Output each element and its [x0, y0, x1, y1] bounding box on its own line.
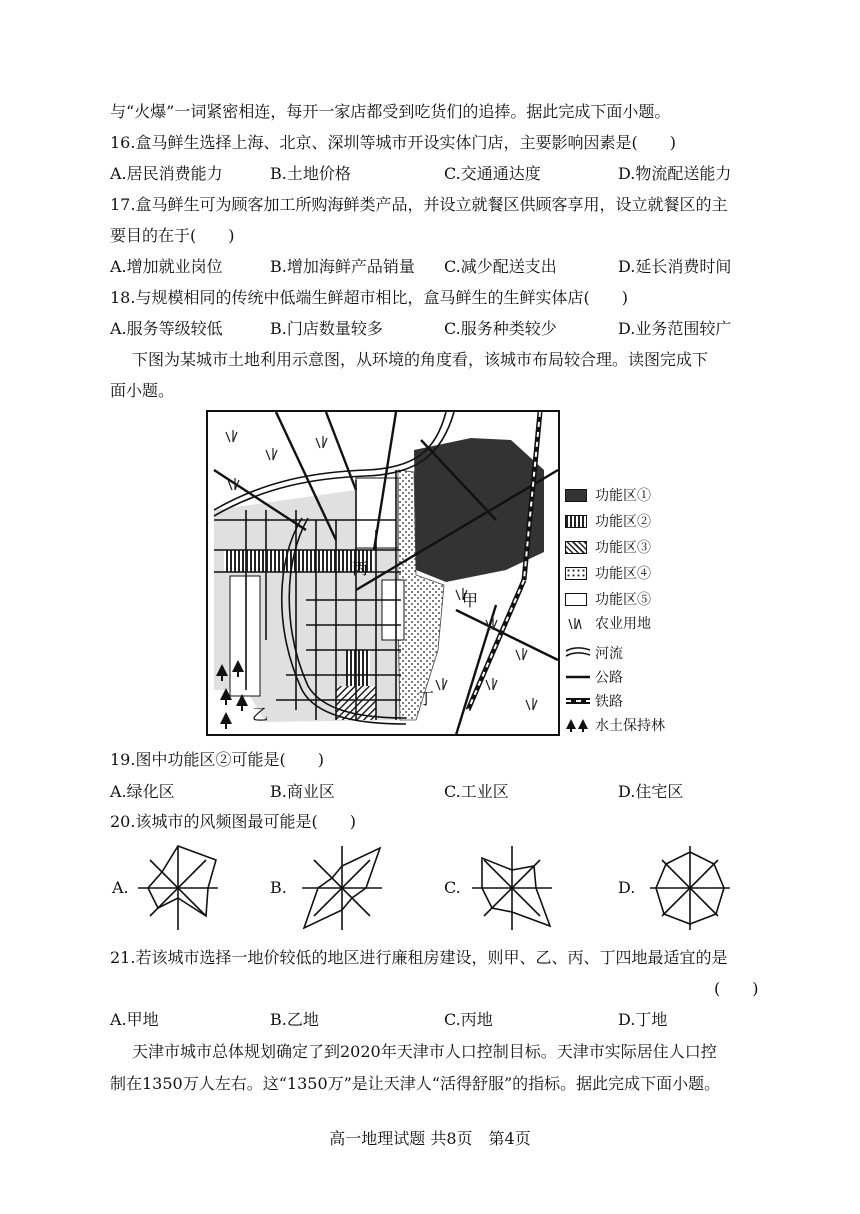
legend-zone5-swatch — [565, 593, 587, 606]
wind-rose-d — [650, 846, 730, 930]
q16-option-d[interactable]: D.物流配送能力 — [618, 164, 732, 183]
map-intro-line2: 面小题。 — [110, 381, 175, 400]
q20-option-d[interactable]: D. — [618, 878, 636, 897]
q17-stem-line2: 要目的在于( ) — [110, 226, 235, 245]
wind-rose-c — [472, 846, 552, 930]
q16-stem: 16.盒马鲜生选择上海、北京、深圳等城市开设实体门店，主要影响因素是( ) — [110, 133, 676, 152]
legend-farmland: 农业用地 — [595, 616, 651, 632]
legend-zone2: 功能区② — [595, 514, 651, 530]
q20-stem: 20.该城市的风频图最可能是( ) — [110, 812, 356, 831]
legend-railway: 铁路 — [595, 694, 623, 710]
legend-zone3-swatch — [565, 541, 587, 554]
map-intro-line1: 下图为某城市土地利用示意图，从环境的角度看，该城市布局较合理。读图完成下 — [132, 350, 709, 369]
legend-zone4: 功能区④ — [595, 566, 651, 582]
legend-zone2-swatch — [565, 515, 587, 528]
q17-option-d[interactable]: D.延长消费时间 — [618, 257, 732, 276]
legend-zone5: 功能区⑤ — [595, 592, 651, 608]
q17-option-a[interactable]: A.增加就业岗位 — [110, 257, 223, 276]
q21-answer-paren: ( ) — [714, 979, 759, 998]
legend-river: 河流 — [595, 646, 623, 662]
q21-option-d[interactable]: D.丁地 — [618, 1010, 668, 1029]
railway-legend-icon — [565, 694, 591, 708]
zone-5-west — [230, 576, 260, 696]
intro-tail: 与“火爆”一词紧密相连，每开一家店都受到吃货们的追捧。据此完成下面小题。 — [110, 102, 671, 121]
q18-stem: 18.与规模相同的传统中低端生鲜超市相比，盒马鲜生的生鲜实体店( ) — [110, 288, 628, 307]
label-ding: 丁 — [418, 689, 435, 708]
farmland-legend-icon — [567, 616, 587, 632]
q19-stem: 19.图中功能区②可能是( ) — [110, 750, 324, 769]
q20-option-a[interactable]: A. — [112, 878, 129, 897]
q18-option-d[interactable]: D.业务范围较广 — [618, 319, 732, 338]
tianjin-line2: 制在1350万人左右。这“1350万”是让天津人“活得舒服”的指标。据此完成下面小题。 — [110, 1074, 721, 1093]
legend-zone3: 功能区③ — [595, 540, 651, 556]
wind-rose-b — [302, 846, 382, 930]
q19-option-c[interactable]: C.工业区 — [444, 782, 509, 801]
land-use-map — [206, 410, 560, 736]
q19-option-b[interactable]: B.商业区 — [270, 782, 335, 801]
q18-option-a[interactable]: A.服务等级较低 — [110, 319, 223, 338]
q16-option-a[interactable]: A.居民消费能力 — [110, 164, 223, 183]
page-footer: 高一地理试题 共8页 第4页 — [329, 1129, 531, 1148]
q21-option-a[interactable]: A.甲地 — [110, 1010, 159, 1029]
q17-option-c[interactable]: C.减少配送支出 — [444, 257, 557, 276]
wind-rose-options — [0, 836, 860, 946]
wind-rose-a — [138, 846, 218, 930]
q21-option-c[interactable]: C.丙地 — [444, 1010, 493, 1029]
legend-forest: 水土保持林 — [595, 718, 665, 734]
q20-option-c[interactable]: C. — [444, 878, 461, 897]
legend-zone1: 功能区① — [595, 488, 651, 504]
q20-option-b[interactable]: B. — [270, 878, 287, 897]
q16-option-c[interactable]: C.交通通达度 — [444, 164, 541, 183]
legend-zone4-swatch — [565, 567, 587, 580]
road-legend-icon — [565, 670, 591, 684]
q18-option-c[interactable]: C.服务种类较少 — [444, 319, 557, 338]
label-bing: 丙 — [352, 559, 369, 578]
legend-zone1-swatch — [565, 489, 587, 502]
river-legend-icon — [565, 645, 591, 661]
q17-stem-line1: 17.盒马鲜生可为顾客加工所购海鲜类产品，并设立就餐区供顾客享用，设立就餐区的主 — [110, 195, 728, 214]
q17-option-b[interactable]: B.增加海鲜产品销量 — [270, 257, 415, 276]
legend-road: 公路 — [595, 670, 623, 686]
label-jia: 甲 — [462, 591, 479, 610]
tianjin-line1: 天津市城市总体规划确定了到2020年天津市人口控制目标。天津市实际居住人口控 — [132, 1042, 717, 1061]
label-yi: 乙 — [252, 705, 269, 724]
zone-2-block — [346, 650, 370, 686]
q18-option-b[interactable]: B.门店数量较多 — [270, 319, 383, 338]
q21-option-b[interactable]: B.乙地 — [270, 1010, 319, 1029]
q16-option-b[interactable]: B.土地价格 — [270, 164, 351, 183]
forest-legend-icon — [565, 717, 591, 733]
q21-stem: 21.若该城市选择一地价较低的地区进行廉租房建设，则甲、乙、丙、丁四地最适宜的是 — [110, 948, 728, 967]
q19-option-d[interactable]: D.住宅区 — [618, 782, 684, 801]
q19-option-a[interactable]: A.绿化区 — [110, 782, 175, 801]
